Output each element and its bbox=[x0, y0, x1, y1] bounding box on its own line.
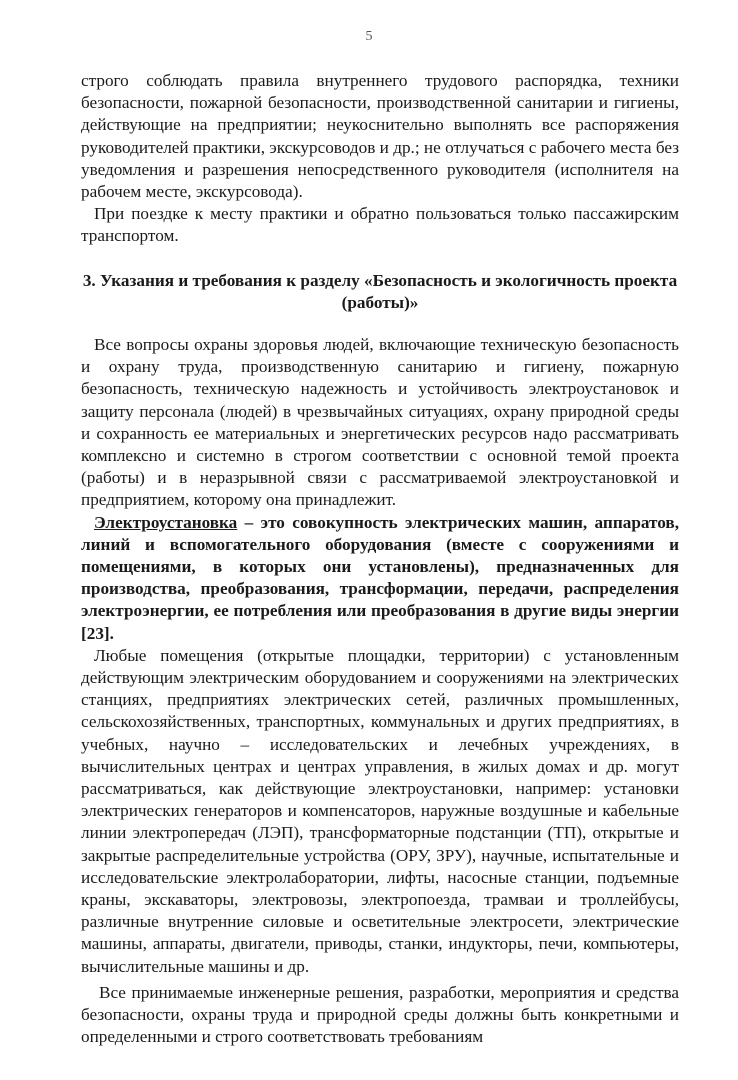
definition-text: – это совокупность электрических машин, аппаратов, линий и вспомогательного оборудования (вместе с сооружениями и помещениями, в которых они установлены), предназначенных для производства, преобразования, трансформации, передачи, распределения электроэнергии, ее потребления или преобразования в другие виды энергии [23]. bbox=[81, 512, 679, 643]
definition-paragraph bbox=[81, 512, 679, 645]
page-number: 5 bbox=[365, 29, 373, 44]
section-body bbox=[81, 334, 679, 1049]
section-heading-block bbox=[81, 270, 679, 314]
section-paragraph-3: Все принимаемые инженерные решения, разработки, мероприятия и средства безопасности, охраны труда и природной среды должны быть конкретными и определенными и строго соответствовать требованиям bbox=[81, 982, 679, 1047]
intro-paragraph-2: При поездке к месту практики и обратно пользоваться только пассажирским транспортом. bbox=[81, 204, 679, 246]
intro-paragraph-1: строго соблюдать правила внутреннего трудового распорядка, техники безопасности, пожарной безопасности, производственной санитарии и гигиены, действующие на предприятии; неукоснительно выполнять все распоряжения руководителей практики, экскурсоводов и др.; не отлучаться с рабочего места без уведомления и разрешения непосредственного руководителя (исполнителя на рабочем месте, экскурсовода). bbox=[81, 71, 679, 202]
definition-term: Электроустановка bbox=[94, 512, 238, 532]
section-heading: 3. Указания и требования к разделу «Безопасность и экологичность проекта (работы)» bbox=[82, 271, 678, 312]
intro-block bbox=[81, 70, 679, 248]
section-paragraph-2: Любые помещения (открытые площадки, территории) с установленным действующим электрическим оборудованием и сооружениями на электрических станциях, предприятиях электрических сетей, различных промышленных, сельскохозяйственных, транспортных, коммунальных и других предприятиях, в учебных, научно – исследовательских и лечебных учреждениях, в вычислительных центрах и центрах управления, в жилых домах и др. могут рассматриваться, как действующие электроустановки, например: установки электрических генераторов и компенсаторов, наружные воздушные и кабельные линии электропередач (ЛЭП), трансформаторные подстанции (ТП), открытые и закрытые распределительные устройства (ОРУ, ЗРУ), научные, испытательные и исследовательские электролаборатории, лифты, насосные станции, подъемные краны, экскаваторы, электровозы, электропоезда, трамваи и троллейбусы, различные внутренние силовые и осветительные электросети, электрические машины, аппараты, двигатели, приводы, станки, индукторы, печи, компьютеры, вычислительные машины и др. bbox=[81, 645, 679, 976]
section-paragraph-1: Все вопросы охраны здоровья людей, включающие техническую безопасность и охрану труда, производственную санитарию и гигиену, пожарную безопасность, техническую надежность и устойчивость электроустановок и защиту персонала (людей) в чрезвычайных ситуациях, охрану природной среды и сохранность ее материальных и энергетических ресурсов надо рассматривать комплексно и системно в строгом соответствии с основной темой проекта (работы) и в неразрывной связи с рассматриваемой электроустановкой и предприятием, которому она принадлежит. bbox=[81, 335, 679, 510]
